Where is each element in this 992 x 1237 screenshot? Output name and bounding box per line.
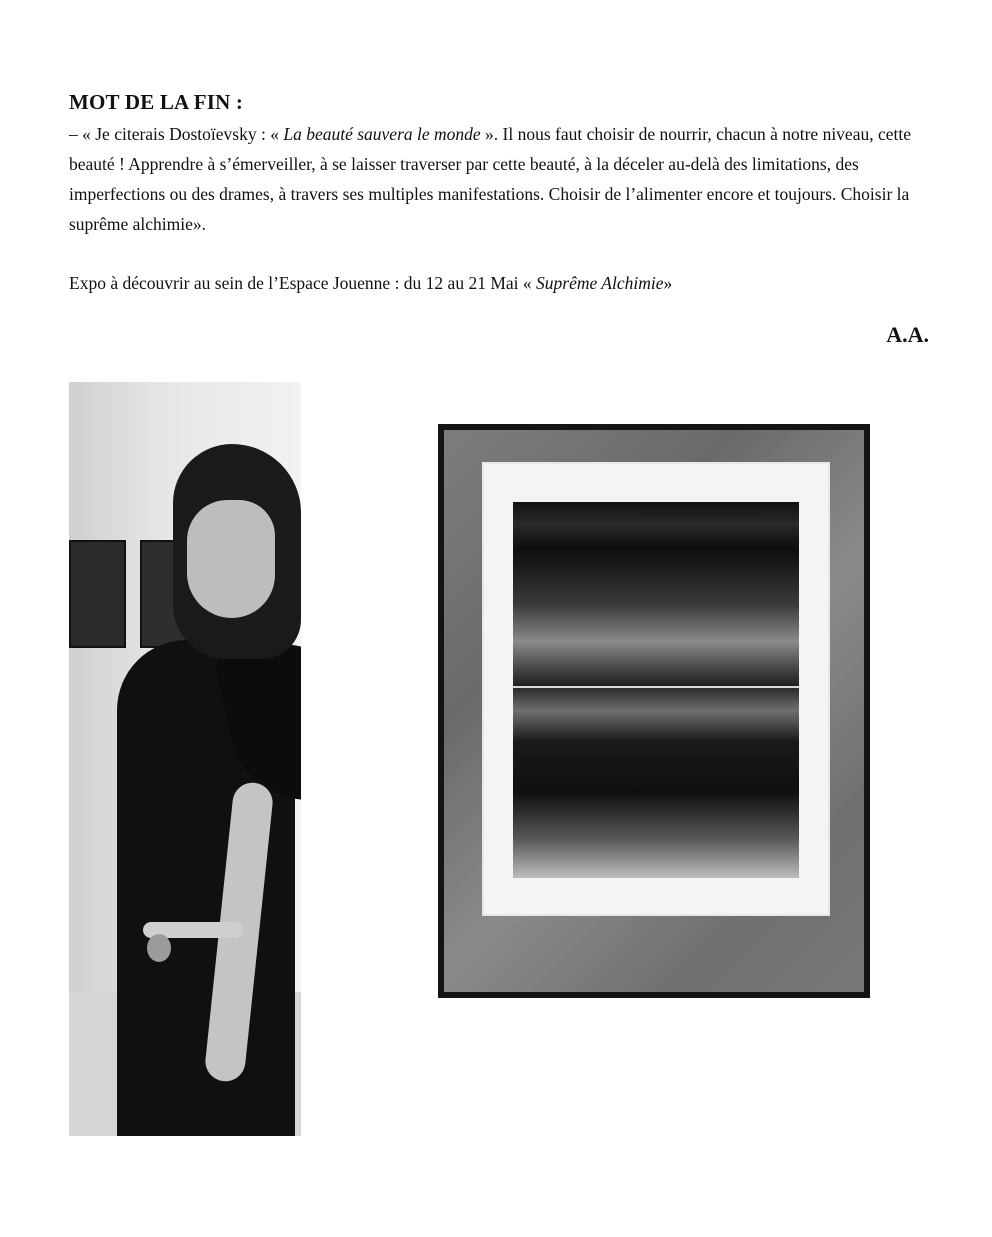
artwork-print-top <box>513 502 799 688</box>
expo-close: » <box>663 273 673 293</box>
quote-rest: ». Il nous faut choisir de nourrir, chacun à notre niveau, cette beauté ! Apprendre à s’émerveiller, à se laisser traverser par cette beauté, à la déceler au-delà des limitations, des imperfections ou des drames, à travers ses multiples manifestations. Choisir de l’alimenter encore et toujours. Choisir la suprême alchimie». <box>69 124 911 234</box>
wall-artwork-1 <box>69 540 126 648</box>
expo-text: Expo à découvrir au sein de l’Espace Jouenne : du 12 au 21 Mai « <box>69 273 537 293</box>
expo-title: Suprême Alchimie <box>536 273 664 293</box>
quote-intro: – « Je citerais Dostoïevsky : « <box>69 124 284 144</box>
closing-quote <box>69 119 931 239</box>
artwork-print-bottom <box>513 688 799 878</box>
artist-portrait-photo <box>69 382 301 1136</box>
framed-artwork-photo <box>438 424 870 998</box>
author-signature: A.A. <box>886 322 929 347</box>
expo-announcement <box>69 268 931 298</box>
quote-italic: La beauté sauvera le monde <box>283 124 481 144</box>
article-heading: MOT DE LA FIN : <box>69 90 244 114</box>
